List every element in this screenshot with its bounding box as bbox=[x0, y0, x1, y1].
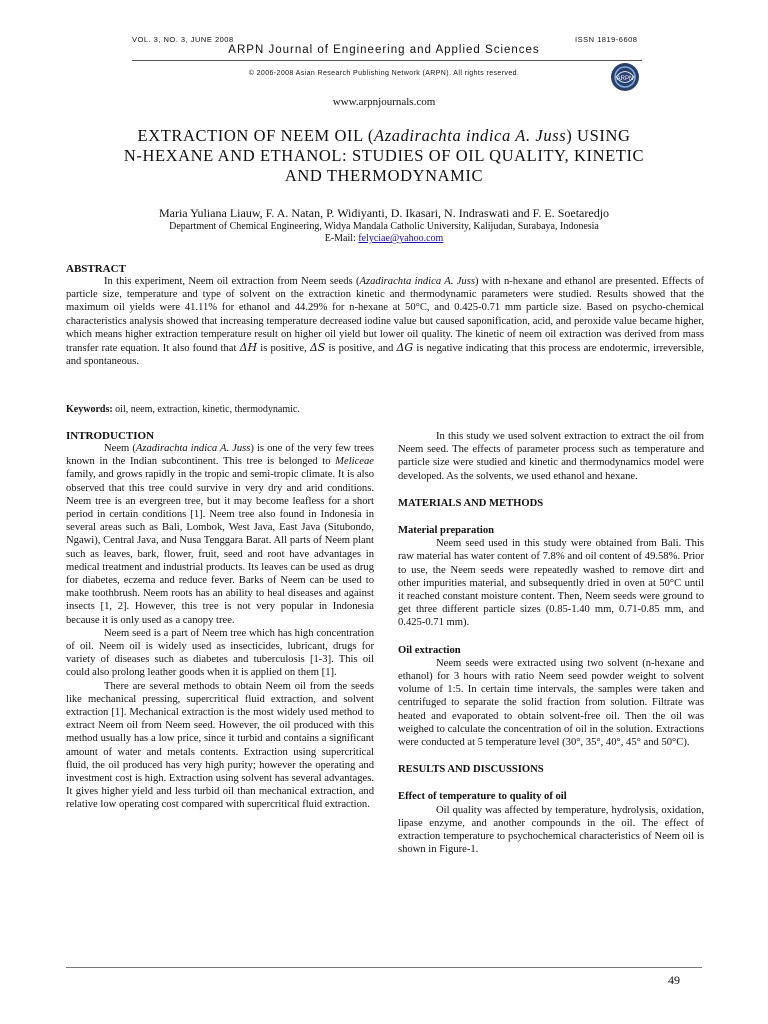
intro-paragraph-1: Neem (Azadirachta indica A. Juss) is one of the very few trees known in the Indian subcontinent. This tree is belonged to Meliceae family, and grows rapidly in the tropic and semi-tropic climate. It is also observed that this tree could survive in very dry and arid conditions. Neem tree is an evergreen tree, but it may become leafless for a short period in certain conditions [1]. Neem tree also found in Indonesia in several areas such as Bali, Lombok, West Java, East Java (Situbondo, Ngawi), Central Java, and Nusa Tenggara Barat. All parts of Neem plant such as leaves, bark, flower, fruit, seed and root have advantages in medical treatment and industrial products. Its leaves can be used as drug for diabetes, eczema and reduce fever. Barks of Neem can be used to make toothbrush. Neem roots has an ability to heal diseases and against insects [1, 2]. However, this tree is not very popular in Indonesia because it is only used as a canopy tree. bbox=[66, 443, 374, 626]
oil-extraction-text: Neem seeds were extracted using two solvent (n-hexane and ethanol) for 3 hours with ratio Neem seed powder weight to solvent volume of 1:5. In certain time intervals, the samples were taken and centrifuged to separate the solid fraction from solution. Filtrate was heated and evaporated to obtain solvent-free oil. Then the oil was weighed to calculate the concentration of oil in the solution. Extractions were conducted at 5 temperature level (30°, 35°, 40°, 45° and 50°C). bbox=[398, 657, 704, 749]
intro-paragraph-2: Neem seed is a part of Neem tree which has high concentration of oil. Neem oil is widely used as insecticides, lubricant, drugs for variety of diseases such as diabetes and tuberculosis [1-3]. This oil could also prolong leather goods when it is applied on them [1]. bbox=[66, 627, 374, 679]
volume-info: VOL. 3, NO. 3, JUNE 2008 bbox=[132, 35, 234, 44]
authors: Maria Yuliana Liauw, F. A. Natan, P. Widiyanti, D. Ikasari, N. Indraswati and F. E. Soetaredjo bbox=[158, 206, 610, 220]
abstract-heading: ABSTRACT bbox=[66, 263, 126, 275]
page-number: 49 bbox=[668, 973, 680, 987]
left-column bbox=[66, 442, 374, 812]
header-rule bbox=[132, 60, 642, 61]
results-heading: RESULTS AND DISCUSSIONS bbox=[398, 764, 544, 776]
email-line: E-Mail: felyciae@yahoo.com bbox=[324, 233, 444, 244]
materials-heading: MATERIALS AND METHODS bbox=[398, 497, 544, 509]
journal-url[interactable]: www.arpnjournals.com bbox=[332, 96, 436, 108]
prep-text: Neem seed used in this study were obtained from Bali. This raw material has water content of 7.8% and oil content of 49.58%. Prior to use, the Neem seeds were repeatedly washed to remove dirt and other impurities material, and subsequently dried in oven at 50°C until it reached constant moisture content. Then, Neem seeds were ground to get three different particle sizes (0.85-1.40 mm, 0.71-0.85 mm, and 0.425-0.71 mm). bbox=[398, 538, 704, 629]
keywords: Keywords: oil, neem, extraction, kinetic, thermodynamic. bbox=[66, 404, 300, 415]
prep-heading: Material preparation bbox=[398, 525, 495, 537]
effect-heading: Effect of temperature to quality of oil bbox=[398, 791, 567, 803]
arpn-logo bbox=[610, 62, 640, 92]
affiliation: Department of Chemical Engineering, Widya Mandala Catholic University, Kalijudan, Surabaya, Indonesia bbox=[169, 221, 599, 232]
intro-paragraph-3: There are several methods to obtain Neem oil from the seeds like mechanical pressing, supercritical fluid extraction, and solvent extraction [1]. Mechanical extraction is the most widely used method to extract Neem oil from Neem seed. However, the oil produced with this method usually has a low price, since it turbid and contains a significant amount of water and metals contents. Extraction using supercritical fluid, the oil produced has very high purity; however the operating and investment cost is high. Extraction using solvent has several advantages. It gives higher yield and less turbid oil than mechanical extraction, and relative low operating cost compared with supercritical fluid extraction. bbox=[66, 680, 374, 811]
footer-rule bbox=[66, 967, 702, 968]
paper-title: EXTRACTION OF NEEM OIL (Azadirachta indica A. Juss) USING N-HEXANE AND ETHANOL: STUDIES OF OIL QUALITY, KINETIC AND THERMODYNAMIC bbox=[123, 126, 645, 185]
issn: ISSN 1819-6608 bbox=[575, 35, 638, 44]
right-paragraph-1: In this study we used solvent extraction to extract the oil from Neem seed. The effects of parameter process such as temperature and particle size were studied and kinetic and thermodynamics model were developed. As the solvents, we used ethanol and hexane. bbox=[398, 431, 704, 482]
right-column bbox=[398, 430, 704, 856]
copyright: © 2006-2008 Asian Research Publishing Network (ARPN). All rights reserved. bbox=[248, 70, 520, 77]
abstract-text: In this experiment, Neem oil extraction from Neem seeds (Azadirachta indica A. Juss) with n-hexane and ethanol are presented. Effects of particle size, temperature and type of solvent on the extraction kinetic and thermodynamic parameters were studied. Results showed that the maximum oil yields were 41.11% for ethanol and 44.29% for n-hexane at 50°C, and 0.425-0.71 mm particle size. Based on psycho-chemical characteristics analysis showed that increasing temperature decreased iodine value but caused saponification, acid, and peroxide value became higher, which means higher extraction temperature result on higher oil yield but lower oil quality. The kinetic of neem oil extraction was derived from mass transfer rate equation. It also found that ΔH is positive, ΔS is positive, and ΔG is negative indicating that this process are endotermic, irreversible, and spontaneous. bbox=[66, 276, 704, 368]
email-link[interactable]: felyciae@yahoo.com bbox=[358, 233, 444, 244]
svg-text:ARPN: ARPN bbox=[616, 76, 634, 82]
journal-name: ARPN Journal of Engineering and Applied Sciences bbox=[228, 44, 540, 56]
effect-text: Oil quality was affected by temperature, hydrolysis, oxidation, lipase enzyme, and another compounds in the oil. The effect of extraction temperature to psychochemical characteristics of Neem oil is shown in Figure-1. bbox=[398, 804, 704, 856]
oil-extraction-heading: Oil extraction bbox=[398, 644, 461, 656]
introduction-heading: INTRODUCTION bbox=[66, 430, 155, 442]
